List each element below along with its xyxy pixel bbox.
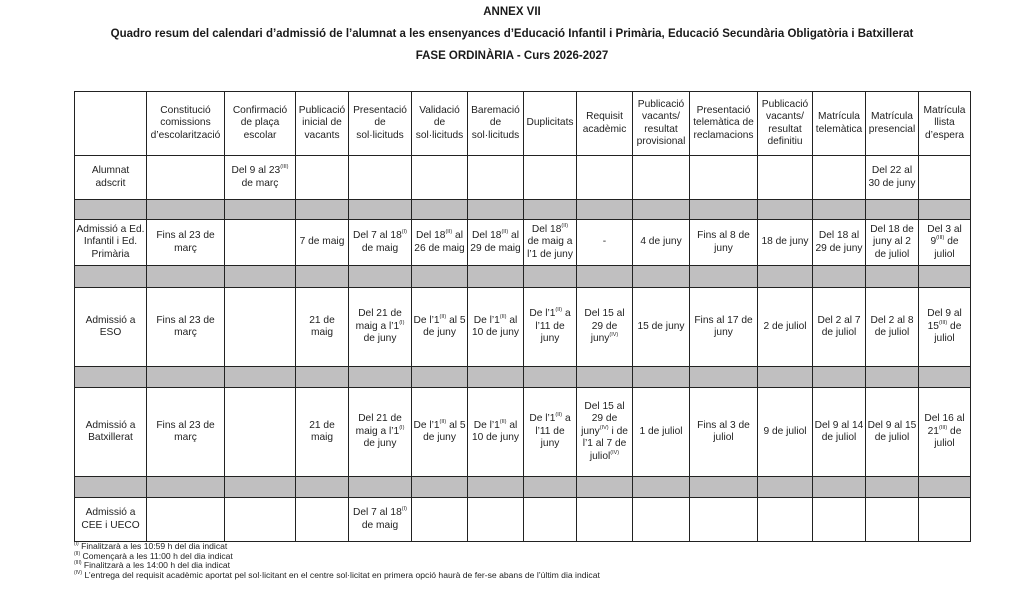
column-header: Presentació telemàtica de reclamacions <box>690 92 758 156</box>
date-cell <box>412 498 468 542</box>
date-cell: 18 de juny <box>758 220 813 266</box>
separator-cell <box>919 367 971 388</box>
footnote-marker: (II) <box>445 229 453 236</box>
footnote-marker: (I) <box>399 424 405 431</box>
separator-cell <box>813 266 866 288</box>
date-cell <box>577 156 633 200</box>
date-cell: 21 de maig <box>296 288 349 367</box>
separator-cell <box>468 477 524 498</box>
separator-cell <box>147 477 225 498</box>
separator-cell <box>147 266 225 288</box>
separator-cell <box>866 367 919 388</box>
date-cell: 21 de maig <box>296 388 349 477</box>
footnote-marker: (III) <box>936 235 945 242</box>
footnote <box>74 571 600 581</box>
date-cell: Del 9 al 15 de juliol <box>866 388 919 477</box>
footnote-marker: (II) <box>555 412 563 419</box>
separator-cell <box>225 367 296 388</box>
date-cell <box>147 156 225 200</box>
footnote-marker: (II) <box>561 222 569 229</box>
separator-cell <box>577 477 633 498</box>
date-cell: Del $18^{(II)}$ al 29 de maig <box>468 220 524 266</box>
footnote-text: Finalitzarà a les 10:59 h del dia indicat <box>78 541 228 551</box>
date-cell <box>524 156 577 200</box>
separator-cell <box>296 266 349 288</box>
date-cell: Del $18^{(II)}$ al 26 de maig <box>412 220 468 266</box>
separator-cell <box>577 200 633 220</box>
date-cell: Del 7 al $18^{(I)}$ de maig <box>349 498 412 542</box>
date-cell: De $l’1^{(II)}$ a l’11 de juny <box>524 288 577 367</box>
separator-cell <box>412 266 468 288</box>
date-cell: 4 de juny <box>633 220 690 266</box>
date-cell <box>577 498 633 542</box>
date-cell <box>919 498 971 542</box>
header-corner-cell <box>75 92 147 156</box>
date-cell <box>147 498 225 542</box>
separator-cell <box>919 266 971 288</box>
separator-cell <box>296 200 349 220</box>
date-cell: - <box>577 220 633 266</box>
date-cell: Del 2 al 7 de juliol <box>813 288 866 367</box>
footnote-marker: (II) <box>439 313 447 320</box>
table-row <box>75 156 971 200</box>
column-header: Confirmació de plaça escolar <box>225 92 296 156</box>
date-cell: Del 9 al 14 de juliol <box>813 388 866 477</box>
separator-cell <box>577 266 633 288</box>
separator-cell <box>75 477 147 498</box>
footnote-marker: (I) <box>401 229 407 236</box>
phase-title: FASE ORDINÀRIA - Curs 2026-2027 <box>415 50 609 62</box>
date-cell: Del 16 al $21^{(III)}$ de juliol <box>919 388 971 477</box>
separator-cell <box>577 367 633 388</box>
date-cell: Del 7 al $18^{(I)}$ de maig <box>349 220 412 266</box>
separator-cell <box>349 477 412 498</box>
date-cell <box>758 498 813 542</box>
date-cell: Del $18^{(II)}$ de maig a l’1 de juny <box>524 220 577 266</box>
separator-cell <box>866 266 919 288</box>
row-label: Admissió a ESO <box>75 288 147 367</box>
date-cell <box>468 498 524 542</box>
date-cell <box>813 156 866 200</box>
date-cell <box>349 156 412 200</box>
separator-cell <box>296 477 349 498</box>
date-cell: Fins al 23 de març <box>147 220 225 266</box>
footnote-marker: (IV) <box>610 449 620 456</box>
separator-cell <box>866 200 919 220</box>
date-cell: De $l’1^{(II)}$ al 5 de juny <box>412 388 468 477</box>
separator-cell <box>758 477 813 498</box>
date-cell: Fins al 3 de juliol <box>690 388 758 477</box>
date-cell: Fins al 23 de març <box>147 288 225 367</box>
admission-calendar-table <box>74 91 971 542</box>
column-header: Presentació de sol·licituds <box>349 92 412 156</box>
separator-row <box>75 266 971 288</box>
separator-cell <box>690 266 758 288</box>
annex-title: ANNEX VII <box>483 6 541 18</box>
column-header: Constitució comissions d’escolarització <box>147 92 225 156</box>
document-title: Quadro resum del calendari d’admissió de l’alumnat a les ensenyances d’Educació Infantil i Primària, Educació Secundària Obligatòria i Batxillerat <box>110 28 914 40</box>
separator-cell <box>147 200 225 220</box>
separator-row <box>75 200 971 220</box>
column-header: Requisit acadèmic <box>577 92 633 156</box>
separator-cell <box>633 200 690 220</box>
date-cell: 1 de juliol <box>633 388 690 477</box>
separator-cell <box>147 367 225 388</box>
separator-cell <box>633 266 690 288</box>
date-cell <box>866 498 919 542</box>
separator-cell <box>690 367 758 388</box>
column-header: Matrícula presencial <box>866 92 919 156</box>
footnote-marker: (II) <box>501 229 509 236</box>
separator-cell <box>813 367 866 388</box>
date-cell <box>225 388 296 477</box>
separator-cell <box>468 266 524 288</box>
separator-cell <box>349 266 412 288</box>
date-cell <box>225 498 296 542</box>
date-cell <box>758 156 813 200</box>
date-cell: De $l’1^{(II)}$ al 10 de juny <box>468 388 524 477</box>
date-cell: Fins al 23 de març <box>147 388 225 477</box>
footnote-marker: (II) <box>439 418 447 425</box>
date-cell: 15 de juny <box>633 288 690 367</box>
footnote-marker: (II) <box>499 313 507 320</box>
date-cell: Fins al 17 de juny <box>690 288 758 367</box>
separator-cell <box>75 367 147 388</box>
date-cell <box>690 498 758 542</box>
row-label: Admissió a Ed. Infantil i Ed. Primària <box>75 220 147 266</box>
date-cell <box>412 156 468 200</box>
separator-cell <box>919 477 971 498</box>
footnote-text: L’entrega del requisit acadèmic aportat pel sol·licitant en el centre sol·licitat en primera opció haurà de fer-se abans de l’últim dia indicat <box>82 569 600 580</box>
separator-cell <box>412 200 468 220</box>
column-header: Publicació vacants/ resultat definitiu <box>758 92 813 156</box>
date-cell: Del 21 de maig a $l’1^{(I)}$ de juny <box>349 288 412 367</box>
date-cell: Del 15 al 29 de juny$^{(IV)}$ <box>577 288 633 367</box>
footnote-marker: (II) <box>555 307 563 314</box>
date-cell: De $l’1^{(II)}$ al 5 de juny <box>412 288 468 367</box>
separator-cell <box>524 200 577 220</box>
table-row <box>75 498 971 542</box>
date-cell <box>633 498 690 542</box>
separator-cell <box>524 367 577 388</box>
date-cell: Del 18 de juny al 2 de juliol <box>866 220 919 266</box>
separator-cell <box>412 367 468 388</box>
separator-cell <box>633 477 690 498</box>
separator-cell <box>524 477 577 498</box>
date-cell: Del 9 al $15^{(III)}$ de juliol <box>919 288 971 367</box>
footnote-marker: (III) <box>938 424 948 431</box>
date-cell: Fins al 8 de juny <box>690 220 758 266</box>
column-header: Duplicitats <box>524 92 577 156</box>
separator-cell <box>468 367 524 388</box>
date-cell <box>296 498 349 542</box>
footnotes <box>74 542 600 580</box>
separator-cell <box>690 200 758 220</box>
separator-cell <box>758 200 813 220</box>
header-row <box>75 92 971 156</box>
date-cell <box>813 498 866 542</box>
separator-cell <box>349 200 412 220</box>
footnote-marker: (III) <box>938 319 948 326</box>
footnote-text: Començarà a les 11:00 h del dia indicat <box>80 550 233 561</box>
date-cell: Del 3 al $9^{(III)}$ de juliol <box>919 220 971 266</box>
separator-cell <box>813 477 866 498</box>
date-cell: Del 22 al 30 de juny <box>866 156 919 200</box>
date-cell <box>225 220 296 266</box>
date-cell <box>524 498 577 542</box>
separator-cell <box>633 367 690 388</box>
separator-row <box>75 367 971 388</box>
footnote-marker: (III) <box>74 560 82 567</box>
footnote-marker: (I) <box>399 319 405 326</box>
separator-cell <box>919 200 971 220</box>
date-cell: Del 15 al 29 de juny$^{(IV)}$ i de l’1 al 7 de juliol$^{(IV)}$ <box>577 388 633 477</box>
separator-cell <box>468 200 524 220</box>
table-row <box>75 288 971 367</box>
separator-cell <box>296 367 349 388</box>
row-label: Admissió a CEE i UECO <box>75 498 147 542</box>
footnote-marker: (IV) <box>599 424 609 431</box>
date-cell <box>919 156 971 200</box>
date-cell: 2 de juliol <box>758 288 813 367</box>
footnote-marker: (II) <box>74 550 81 557</box>
row-label: Admissió a Batxillerat <box>75 388 147 477</box>
date-cell: Del 2 al 8 de juliol <box>866 288 919 367</box>
footnote-marker: (I) <box>401 506 407 513</box>
table-row <box>75 388 971 477</box>
date-cell <box>690 156 758 200</box>
date-cell: Del 21 de maig a $l’1^{(I)}$ de juny <box>349 388 412 477</box>
date-cell <box>633 156 690 200</box>
date-cell: 7 de maig <box>296 220 349 266</box>
separator-cell <box>524 266 577 288</box>
separator-cell <box>412 477 468 498</box>
separator-row <box>75 477 971 498</box>
row-label: Alumnat adscrit <box>75 156 147 200</box>
column-header: Validació de sol·licituds <box>412 92 468 156</box>
date-cell <box>468 156 524 200</box>
separator-cell <box>225 200 296 220</box>
separator-cell <box>225 477 296 498</box>
separator-cell <box>866 477 919 498</box>
column-header: Publicació vacants/ resultat provisional <box>633 92 690 156</box>
separator-cell <box>75 200 147 220</box>
date-cell <box>296 156 349 200</box>
separator-cell <box>813 200 866 220</box>
column-header: Matrícula llista d’espera <box>919 92 971 156</box>
date-cell: 9 de juliol <box>758 388 813 477</box>
separator-cell <box>690 477 758 498</box>
separator-cell <box>758 266 813 288</box>
date-cell: De $l’1^{(II)}$ al 10 de juny <box>468 288 524 367</box>
column-header: Publicació inicial de vacants <box>296 92 349 156</box>
footnote-marker: (III) <box>280 164 289 171</box>
separator-cell <box>75 266 147 288</box>
footnote-marker: (IV) <box>609 332 619 339</box>
footnote-text: Finalitzarà a les 14:00 h del dia indicat <box>81 560 231 571</box>
column-header: Baremació de sol·licituds <box>468 92 524 156</box>
footnote-marker: (I) <box>74 541 79 547</box>
separator-cell <box>758 367 813 388</box>
footnote-marker: (II) <box>499 418 507 425</box>
date-cell <box>225 288 296 367</box>
table-row <box>75 220 971 266</box>
date-cell: Del 18 al 29 de juny <box>813 220 866 266</box>
column-header: Matrícula telemàtica <box>813 92 866 156</box>
footnote-marker: (IV) <box>74 569 83 576</box>
date-cell: De $l’1^{(II)}$ a l’11 de juny <box>524 388 577 477</box>
date-cell: Del 9 al $23^{(III)}$ de març <box>225 156 296 200</box>
separator-cell <box>225 266 296 288</box>
separator-cell <box>349 367 412 388</box>
